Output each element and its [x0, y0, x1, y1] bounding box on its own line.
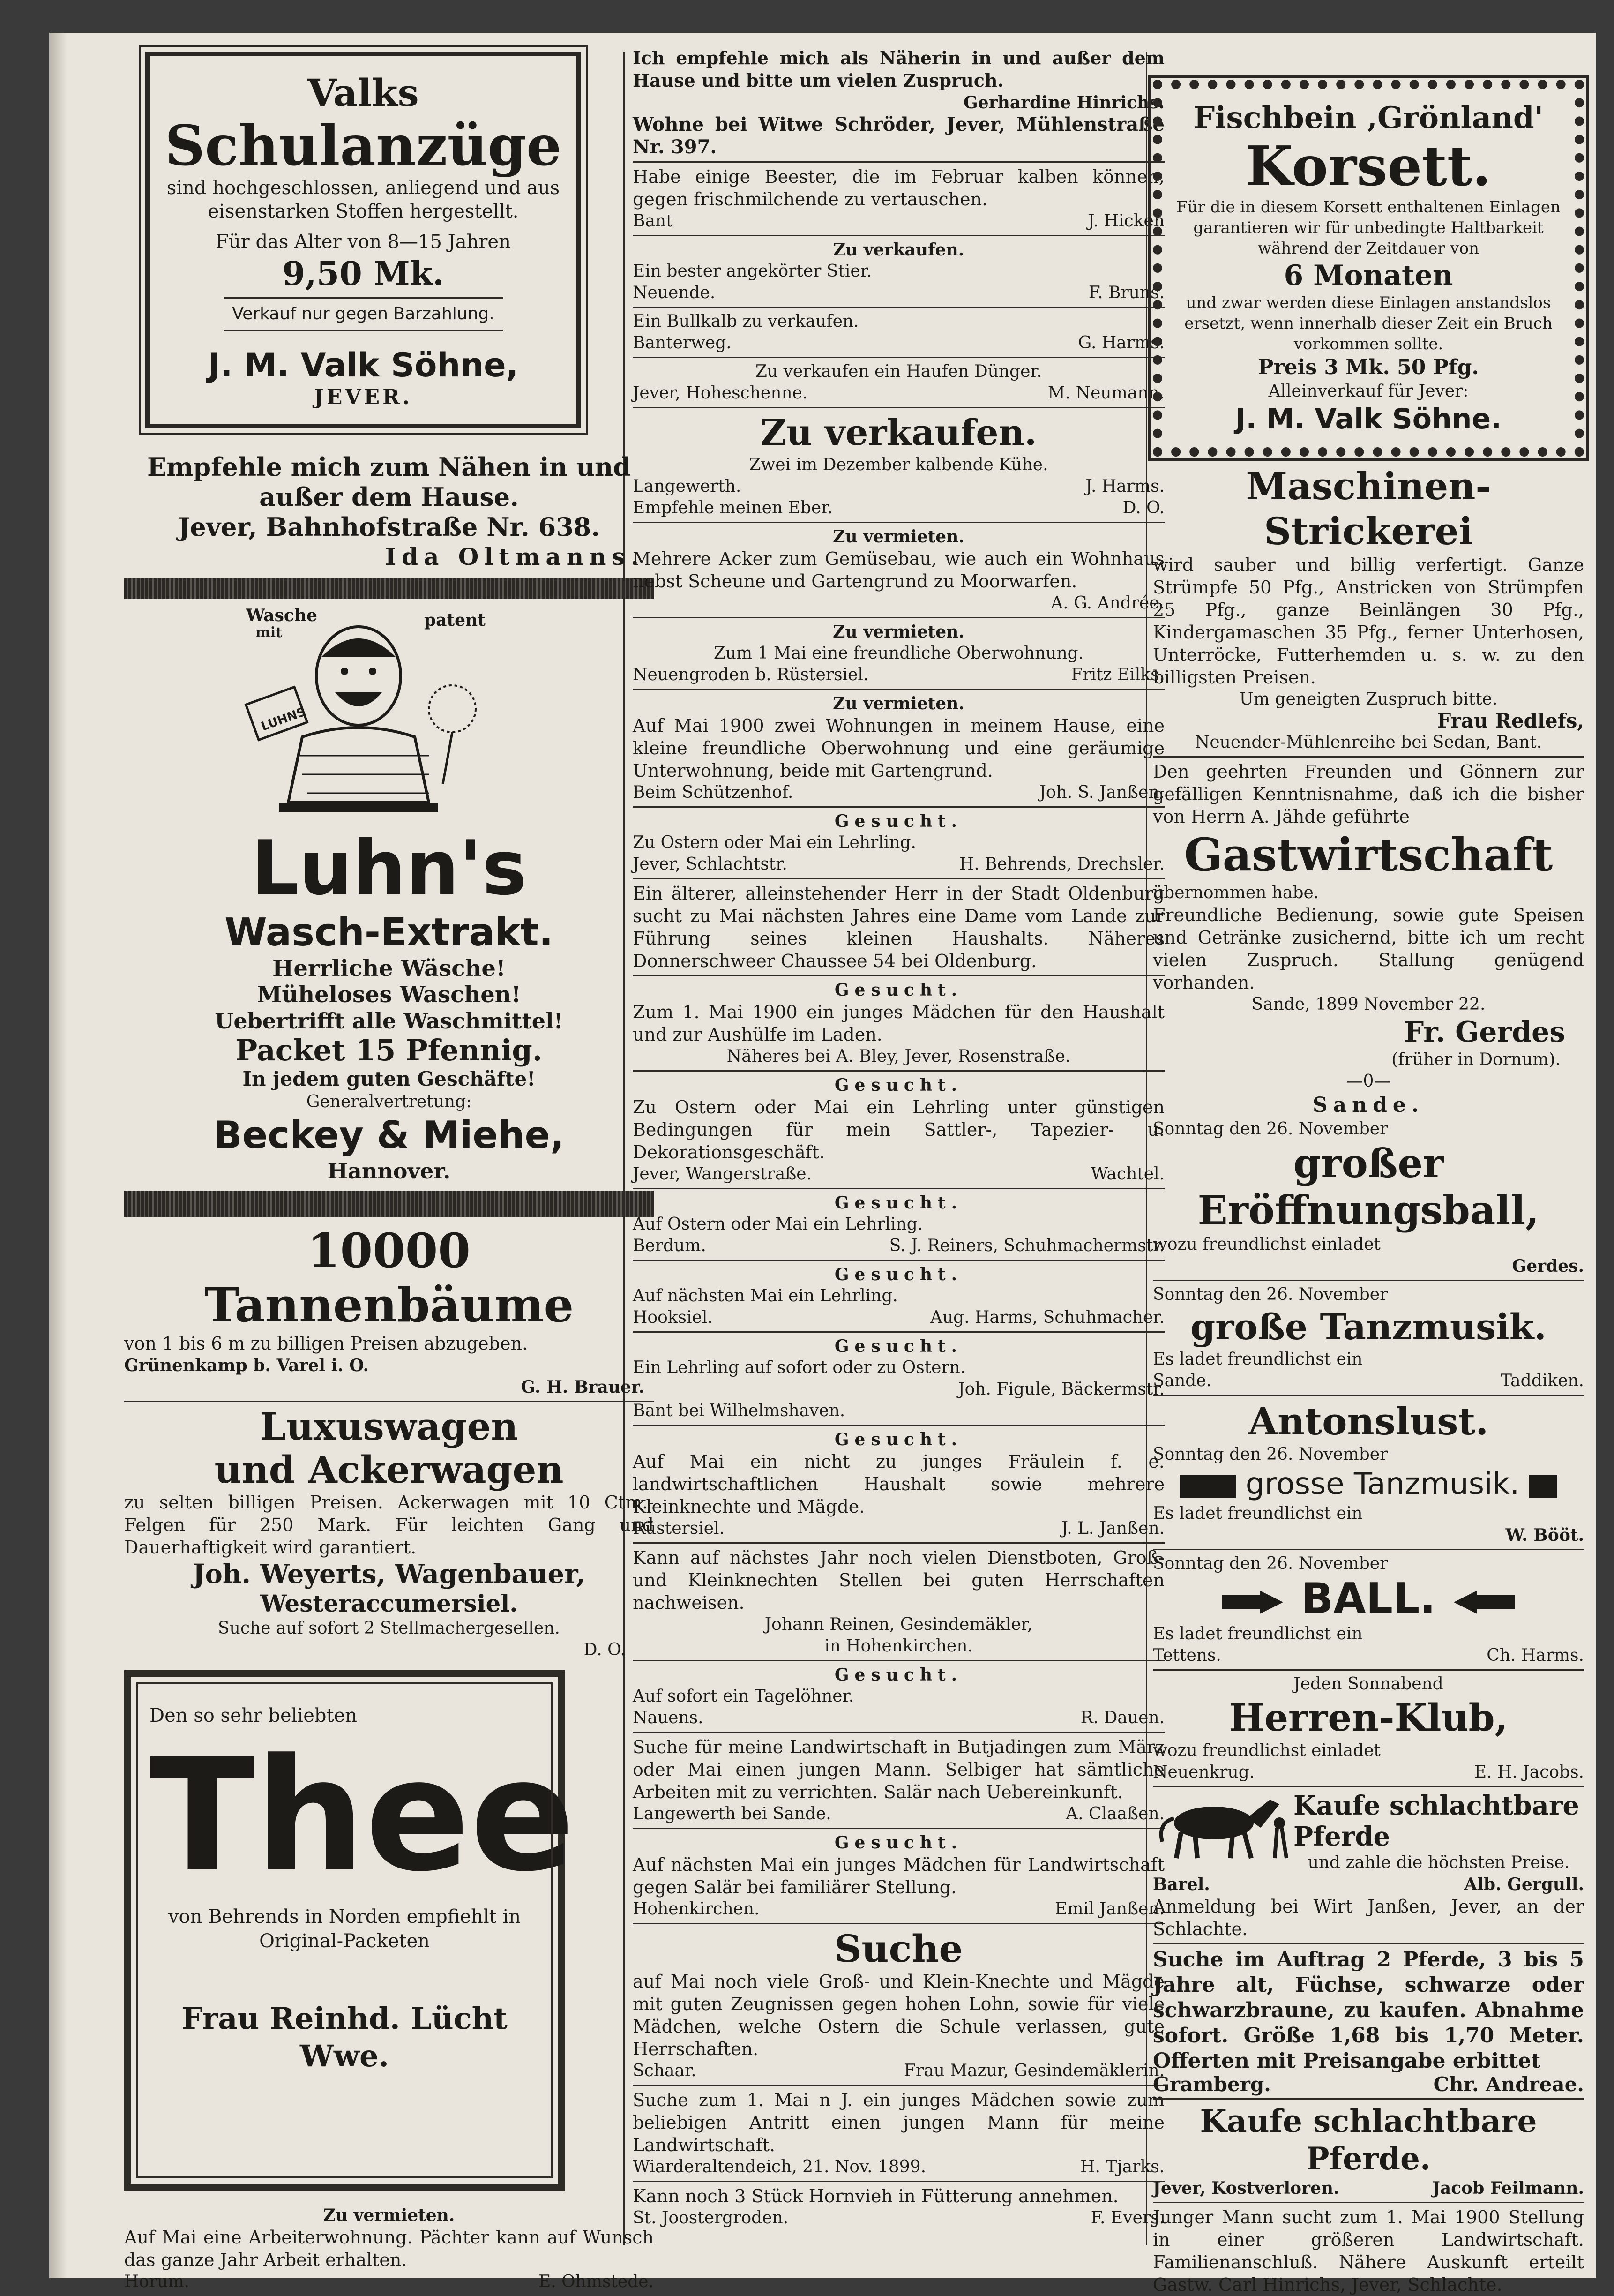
- black-bar-right-icon: [1529, 1475, 1557, 1498]
- ohmstede-head: Zu vermieten.: [323, 2206, 455, 2225]
- wagen-text: zu selten billigen Preisen. Ackerwagen mit 10 Ctm.-Felgen für 250 Mark. Für leichten Gang und Dauerhaftigkeit wird garantiert.: [124, 1492, 654, 1558]
- wachtel-place: Jever, Wangerstraße.: [633, 1164, 812, 1184]
- gast-text2: Freundliche Bedienung, sowie gute Speisen und Getränke zusichernd, bitte ich um recht vielen Zuspruch. Stallung genügend vorhanden.: [1153, 905, 1584, 993]
- ad-pferde-gergull: [1153, 1790, 1584, 1940]
- dame-text: Ein älterer, alleinstehender Herr in der Stadt Oldenburg sucht zu Mai nächsten Jahres eine Dame vom Lande zur Führung seines kleinen Haushalts. Näheres Donnerschweer Chaussee 54 bei Oldenburg.: [633, 883, 1165, 971]
- valk-desc: sind hochgeschlossen, anliegend und aus eisenstarken Stoffen hergestellt.: [166, 177, 560, 222]
- bley-addr: Näheres bei A. Bley, Jever, Rosenstraße.: [726, 1047, 1071, 1066]
- strick-thanks: Um geneigten Zuspruch bitte.: [1239, 690, 1498, 709]
- taddiken-invite: Es ladet freundlichst ein: [1153, 1350, 1363, 1369]
- sande-date: Sonntag den 26. November: [1153, 1119, 1388, 1139]
- ad-junger-mann-hinrichs: [1153, 2206, 1584, 2296]
- bruns-place: Neuende.: [633, 283, 716, 302]
- valk-place: JEVER.: [314, 385, 412, 409]
- aharms-place: Hooksiel.: [633, 1308, 713, 1327]
- ad-figule: [633, 1336, 1165, 1422]
- taddiken-date: Sonntag den 26. November: [1153, 1285, 1388, 1304]
- valk-brand: Valks: [307, 71, 419, 115]
- ad-janssen-wohnungen: [633, 693, 1165, 803]
- ad-luxuswagen: [124, 1405, 654, 1661]
- luhn-line-1: Herrliche Wäsche!: [272, 955, 506, 982]
- emil-place: Hohenkirchen.: [633, 1899, 760, 1919]
- neumann-text: Zu verkaufen ein Haufen Dünger.: [755, 362, 1042, 381]
- reiners-text: Auf Ostern oder Mai ein Lehrling.: [633, 1215, 923, 1234]
- wagen-seek: Suche auf sofort 2 Stellmachergesellen.: [218, 1619, 560, 1638]
- pointing-hand-left-icon: [1449, 1588, 1515, 1616]
- wagen-title-1: Luxuswagen: [260, 1404, 518, 1448]
- dauen-text: Auf sofort ein Tagelöhner.: [633, 1687, 854, 1706]
- figule-text: Ein Lehrling auf sofort oder zu Ostern.: [633, 1358, 966, 1377]
- bruns-text: Ein bester angekörter Stier.: [633, 262, 872, 281]
- pointing-hand-right-icon: [1222, 1588, 1288, 1616]
- wagen-place: Westeraccumersiel.: [260, 1590, 518, 1617]
- sande-head: Sande.: [1312, 1093, 1425, 1117]
- ad-feilmann: [1153, 2102, 1584, 2199]
- klub-place: Neuenkrug.: [1153, 1763, 1255, 1782]
- hinrichs-name: Gerhardine Hinrichs.: [964, 93, 1165, 113]
- andreae-text: Suche im Auftrag 2 Pferde, 3 bis 5 Jahre alt, Füchse, schwarze oder schwarzbraune, zu kaufen. Abnahme sofort. Größe 1,68 bis 1,70 Meter. Offerten mit Preisangabe erbittet: [1153, 1948, 1584, 2073]
- luhn-brand: Luhn's: [251, 824, 527, 912]
- verk-big-head: Zu verkaufen.: [760, 412, 1037, 453]
- klub-name: E. H. Jacobs.: [1474, 1763, 1584, 1782]
- suche-text: auf Mai noch viele Groß- und Klein-Knechte und Mägde mit guten Zeugnissen gegen hohen Lohn, sowie für viele Mädchen, welche Ostern die Schule verlassen, gute Herrschaften.: [633, 1971, 1165, 2059]
- reinen-place: in Hohenkirchen.: [824, 1636, 973, 1656]
- aharms-text: Auf nächsten Mai ein Lehrling.: [633, 1286, 898, 1306]
- luhn-top-left: Wasche: [246, 606, 317, 625]
- ad-oltmanns: [124, 452, 654, 572]
- korsett-sole: Alleinverkauf für Jever:: [1268, 382, 1469, 401]
- janssen2-text: Auf Mai ein nicht zu junges Fräulein f. e. landwirtschaftlichen Haushalt sowie mehrere Kleinknechte und Mägde.: [633, 1451, 1165, 1517]
- ad-bley: [633, 979, 1165, 1067]
- behrends-place: Jever, Schlachtstr.: [633, 855, 787, 874]
- behrends-head: Gesucht.: [834, 811, 963, 831]
- ad-dame-oldenburg: [633, 882, 1165, 972]
- tjarks-text: Suche zum 1. Mai n J. ein junges Mädchen sowie zum beliebigen Antritt einen jungen Mann für meine Landwirtschaft.: [633, 2090, 1165, 2155]
- ad-harms-bullkalb: [633, 311, 1165, 354]
- hicken-text: Habe einige Beester, die im Februar kalben können, gegen frischmilchende zu vertauschen.: [633, 166, 1165, 210]
- tannen-place: Grünenkamp b. Varel i. O.: [124, 1356, 369, 1375]
- ad-evers: [633, 2185, 1165, 2229]
- emil-head: Gesucht.: [834, 1833, 963, 1853]
- pferde2-title: Kaufe schlachtbare Pferde.: [1200, 2103, 1537, 2177]
- andree-text: Mehrere Acker zum Gemüsebau, wie auch ein Wohnhaus nebst Scheune und Gartengrund zu Moorwarfen.: [633, 548, 1165, 592]
- ball-place: Tettens.: [1153, 1646, 1221, 1665]
- laughing-boy-illustration: [232, 615, 494, 817]
- reinen-text: Kann auf nächstes Jahr noch vielen Dienstboten, Groß- und Kleinknechten Stellen bei guten Herrschaften nachweisen.: [633, 1547, 1165, 1613]
- newspaper-page: [49, 33, 1596, 2295]
- strick-title: Maschinen-Strickerei: [1246, 464, 1491, 553]
- andreae-name: Chr. Andreae.: [1433, 2073, 1584, 2096]
- antons-invite: Es ladet freundlichst ein: [1153, 1504, 1363, 1523]
- andree-head: Zu vermieten.: [833, 527, 964, 547]
- antons-date: Sonntag den 26. November: [1153, 1445, 1388, 1464]
- wagen-title-2: und Ackerwagen: [214, 1448, 564, 1492]
- harms1-name: G. Harms.: [1078, 333, 1165, 353]
- luhn-packet-label: LUHNS: [259, 705, 308, 734]
- verk-big-name: J. Harms.: [1085, 477, 1165, 496]
- janssen1-place: Beim Schützenhof.: [633, 783, 793, 802]
- antons-name: W. Bööt.: [1505, 1525, 1584, 1545]
- thee-name: Frau Reinhd. Lücht Wwe.: [181, 2001, 508, 2074]
- hicken-name: J. Hicken: [1088, 211, 1165, 231]
- ad-neumann: [633, 361, 1165, 404]
- tannen-name: G. H. Brauer.: [521, 1377, 644, 1397]
- taddiken-title: große Tanzmusik.: [1190, 1306, 1547, 1348]
- strick-text: wird sauber und billig verfertigt. Ganze Strümpfe 50 Pfg., Anstricken von Strümpfen 25 Pfg., ganze Beinlängen 30 Pfg., Kindergamaschen 35 Pfg., ferner Unterhosen, Unterröcke, Futterhemden u. s. w. zu den billigsten Preisen.: [1153, 555, 1584, 688]
- sande-title: großer Eröffnungsball,: [1197, 1140, 1539, 1233]
- reiners-head: Gesucht.: [834, 1193, 963, 1213]
- ad-strickerei: [1153, 464, 1584, 753]
- janssen1-head: Zu vermieten.: [833, 694, 964, 713]
- gast-name: Fr. Gerdes: [1404, 1016, 1565, 1049]
- tannen-title: 10000 Tannenbäume: [204, 1223, 574, 1333]
- wagen-sig: D. O.: [583, 1640, 626, 1659]
- ad-claassen: [633, 1736, 1165, 1825]
- ad-korsett: [1153, 80, 1584, 457]
- eilks-text: Zum 1 Mai eine freundliche Oberwohnung.: [713, 644, 1084, 663]
- klub-title: Herren-Klub,: [1229, 1696, 1508, 1740]
- evers-name: F. Evers.: [1091, 2208, 1165, 2228]
- luhn-line-5: In jedem guten Geschäfte!: [242, 1067, 536, 1090]
- ad-tettens-ball: [1153, 1553, 1584, 1666]
- ad-luhns: [124, 606, 654, 1184]
- andreae-place: Gramberg.: [1153, 2073, 1271, 2096]
- ad-zu-verkaufen-kuehe: [633, 411, 1165, 519]
- evers-place: St. Joostergroden.: [633, 2208, 789, 2228]
- ad-dauen: [633, 1664, 1165, 1729]
- aharms-head: Gesucht.: [834, 1265, 963, 1284]
- suche-name: Frau Mazur, Gesindemäklerin.: [904, 2061, 1165, 2080]
- reiners-place: Berdum.: [633, 1236, 706, 1255]
- luhn-city: Hannover.: [327, 1158, 451, 1184]
- page-spine: [49, 33, 67, 2278]
- luhn-line-4: Packet 15 Pfennig.: [235, 1033, 543, 1067]
- eilks-head: Zu vermieten.: [833, 622, 964, 642]
- harms1-place: Banterweg.: [633, 333, 732, 353]
- pferde1-note: Anmeldung bei Wirt Janßen, Jever, an der Schlachte.: [1153, 1896, 1584, 1939]
- ball-invite: Es ladet freundlichst ein: [1153, 1624, 1363, 1643]
- verk-big-name2: D. O.: [1122, 498, 1165, 518]
- wagen-firm: Joh. Weyerts, Wagenbauer,: [192, 1559, 586, 1590]
- pferde1-name: Alb. Gergull.: [1464, 1875, 1584, 1894]
- strick-name: Frau Redlefs,: [1437, 709, 1584, 732]
- separator-bar: [124, 1191, 654, 1217]
- korsett-text: Für die in diesem Korsett enthaltenen Einlagen garantieren wir für unbedingte Haltbarkeit während der Zeitdauer von: [1176, 198, 1561, 258]
- suche-head: Suche: [834, 1927, 963, 1971]
- oltmanns-text: Empfehle mich zum Nähen in und außer dem Hause.: [147, 452, 631, 512]
- claassen-place: Langewerth bei Sande.: [633, 1804, 831, 1823]
- ad-sande-ball: [1153, 1092, 1584, 1277]
- wachtel-head: Gesucht.: [834, 1075, 963, 1095]
- ad-suche-mazur: [633, 1927, 1165, 2082]
- bruns-name: F. Bruns.: [1088, 283, 1165, 302]
- andree-name: A. G. Andrée.: [1051, 593, 1165, 613]
- black-bar-left-icon: [1180, 1475, 1236, 1498]
- ad-thee: [124, 1670, 575, 2191]
- korsett-brand: Fischbein ‚Grönland': [1193, 100, 1544, 135]
- eilks-name: Fritz Eilks.: [1071, 665, 1165, 684]
- ad-wachtel: [633, 1074, 1165, 1185]
- ohmstede-name: E. Ohmstede.: [538, 2272, 654, 2291]
- bley-text: Zum 1. Mai 1900 ein junges Mädchen für den Haushalt und zur Aushülfe im Laden.: [633, 1002, 1165, 1045]
- tjarks-place: Wiarderaltendeich, 21. Nov. 1899.: [633, 2157, 927, 2176]
- ohmstede-place: Horum.: [124, 2272, 190, 2291]
- bley-head: Gesucht.: [834, 980, 963, 1000]
- column-2: [633, 47, 1165, 2259]
- korsett-price: Preis 3 Mk. 50 Pfg.: [1258, 355, 1479, 379]
- ad-taddiken: [1153, 1284, 1584, 1392]
- klub-top: Jeden Sonnabend: [1293, 1674, 1443, 1694]
- column-1: [124, 47, 654, 2291]
- antons-title: Antonslust.: [1248, 1399, 1489, 1443]
- ad-behrends: [633, 810, 1165, 875]
- luhn-top-right: patent: [424, 610, 486, 630]
- harms1-text: Ein Bullkalb zu verkaufen.: [633, 312, 859, 331]
- ad-andreae: [1153, 1947, 1584, 2095]
- pferde1-title: Kaufe schlachtbare Pferde: [1293, 1790, 1580, 1852]
- hinrichs-text: Ich empfehle mich als Näherin in und außer dem Hause und bitte um vielen Zuspruch.: [633, 47, 1165, 91]
- luhn-rep: Generalvertretung:: [306, 1092, 472, 1111]
- bruns-head: Zu verkaufen.: [833, 240, 964, 260]
- pferde1-text: und zahle die höchsten Preise.: [1308, 1853, 1570, 1872]
- column-3: [1153, 47, 1584, 2295]
- korsett-months: 6 Monaten: [1284, 259, 1453, 292]
- ad-antonslust: [1153, 1399, 1584, 1546]
- gast-prev: (früher in Dornum).: [1391, 1050, 1561, 1069]
- ad-hicken: [633, 165, 1165, 232]
- ad-gastwirtschaft: [1153, 760, 1584, 1092]
- verk-big-text2: Empfehle meinen Eber.: [633, 498, 833, 518]
- korsett-text2: und zwar werden diese Einlagen anstandslos ersetzt, wenn innerhalb dieser Zeit ein Bruch vorkommen sollte.: [1184, 293, 1553, 353]
- luhn-product: Wasch-Extrakt.: [224, 910, 553, 955]
- janssen1-text: Auf Mai 1900 zwei Wohnungen in meinem Hause, eine kleine freundliche Oberwohnung und eine geräumige Unterwohnung, beide mit Gartengrund.: [633, 715, 1165, 781]
- neumann-place: Jever, Hoheschenne.: [633, 383, 808, 403]
- ad-andree: [633, 526, 1165, 614]
- korsett-title: Korsett.: [1246, 135, 1491, 198]
- oltmanns-name: Ida Oltmanns.: [385, 543, 644, 570]
- valk-cash: Verkauf nur gegen Barzahlung.: [232, 304, 494, 323]
- dauen-head: Gesucht.: [834, 1665, 963, 1685]
- hinrichs-addr: Wohne bei Witwe Schröder, Jever, Mühlenstraße Nr. 397.: [633, 113, 1165, 158]
- antons-title2: grosse Tanzmusik.: [1245, 1467, 1520, 1501]
- figule-place: Bant bei Wilhelmshaven.: [633, 1401, 845, 1420]
- sande-invite: wozu freundlichst einladet: [1153, 1235, 1381, 1254]
- ad-aug-harms: [633, 1264, 1165, 1328]
- emil-name: Emil Janßen.: [1055, 1899, 1165, 1919]
- valk-price: 9,50 Mk.: [282, 254, 444, 293]
- dauen-name: R. Dauen.: [1080, 1708, 1165, 1727]
- pferde1-place: Barel.: [1153, 1875, 1210, 1894]
- ad-herren-klub: [1153, 1673, 1584, 1783]
- klub-invite: wozu freundlichst einladet: [1153, 1741, 1381, 1760]
- ohmstede-text: Auf Mai eine Arbeiterwohnung. Pächter kann auf Wunsch das ganze Jahr Arbeit erhalten.: [124, 2227, 654, 2270]
- horse-illustration: [1153, 1790, 1293, 1861]
- evers-text: Kann noch 3 Stück Hornvieh in Fütterung annehmen.: [633, 2186, 1119, 2206]
- thee-top: Den so sehr beliebten: [149, 1705, 357, 1726]
- luhn-line-2: Müheloses Waschen!: [257, 982, 521, 1008]
- thee-text: von Behrends in Norden empfiehlt in Original-Packeten: [168, 1906, 521, 1952]
- valk-age: Für das Alter von 8—15 Jahren: [216, 231, 511, 253]
- ad-emil-janssen: [633, 1832, 1165, 1920]
- janssen2-head: Gesucht.: [834, 1430, 963, 1449]
- ball-title: BALL.: [1301, 1574, 1436, 1623]
- janssen2-place: Rüstersiel.: [633, 1519, 725, 1538]
- luhn-mit: mit: [255, 624, 282, 641]
- gast-date: Sande, 1899 November 22.: [1251, 995, 1486, 1014]
- eilks-place: Neuengroden b. Rüstersiel.: [633, 665, 869, 684]
- verk-big-place: Langewerth.: [633, 477, 741, 496]
- janssen2-name: J. L. Janßen.: [1061, 1519, 1165, 1538]
- reiners-name: S. J. Reiners, Schuhmachermstr.: [889, 1236, 1165, 1255]
- suche-place: Schaar.: [633, 2061, 696, 2080]
- tjarks-name: H. Tjarks.: [1080, 2157, 1165, 2176]
- ad-vermieten-ohmstede: [124, 2205, 654, 2293]
- gast-sep: —0—: [1346, 1072, 1391, 1091]
- gast-taken: übernommen habe.: [1153, 883, 1319, 902]
- luhn-firm: Beckey & Miehe,: [213, 1113, 565, 1157]
- wachtel-text: Zu Ostern oder Mai ein Lehrling unter günstigen Bedingungen für mein Sattler-, Tapezier- u. Dekorationsgeschäft.: [633, 1097, 1165, 1163]
- ad-tannenbaeume: [124, 1223, 654, 1398]
- ad-reiners: [633, 1192, 1165, 1257]
- ad-bruns: [633, 239, 1165, 304]
- valk-title: Schulanzüge: [164, 113, 562, 178]
- claassen-text: Suche für meine Landwirtschaft in Butjadingen zum März oder Mai einen jungen Mann. Selbiger hat sämtliche Arbeiten mit zu verrichten. Salär nach Uebereinkunft.: [633, 1737, 1165, 1802]
- strick-addr: Neuender-Mühlenreihe bei Sedan, Bant.: [1195, 733, 1542, 752]
- ball-name: Ch. Harms.: [1487, 1646, 1584, 1665]
- separator-bar: [124, 578, 654, 599]
- tannen-text: von 1 bis 6 m zu billigen Preisen abzugeben.: [124, 1333, 528, 1354]
- ad-hinrichs-naeherin: [633, 47, 1165, 158]
- wachtel-name: Wachtel.: [1091, 1164, 1165, 1184]
- hicken-place: Bant: [633, 211, 673, 231]
- figule-name: Joh. Figule, Bäckermstr.: [958, 1380, 1165, 1399]
- janssen1-name: Joh. S. Janßen.: [1039, 783, 1165, 802]
- behrends-text: Zu Ostern oder Mai ein Lehrling.: [633, 833, 916, 852]
- ball-date: Sonntag den 26. November: [1153, 1554, 1388, 1573]
- oltmanns-addr: Jever, Bahnhofstraße Nr. 638.: [178, 512, 600, 542]
- taddiken-place: Sande.: [1153, 1371, 1212, 1390]
- figule-head: Gesucht.: [834, 1336, 963, 1356]
- verk-big-text: Zwei im Dezember kalbende Kühe.: [749, 455, 1048, 474]
- ad-reinen: [633, 1546, 1165, 1657]
- valk-firm: J. M. Valk Söhne,: [208, 346, 519, 384]
- thee-word: Thee: [149, 1726, 575, 1906]
- ad-janssen-fraeulein: [633, 1429, 1165, 1539]
- claassen-name: A. Claaßen.: [1066, 1804, 1165, 1823]
- aharms-name: Aug. Harms, Schuhmacher.: [930, 1308, 1165, 1327]
- gast-text: Den geehrten Freunden und Gönnern zur gefälligen Kenntnisnahme, daß ich die bisher von Herrn A. Jähde geführte: [1153, 761, 1584, 827]
- hinrichs2-text: Junger Mann sucht zum 1. Mai 1900 Stellung in einer größeren Landwirtschaft. Familienanschluß. Nähere Auskunft erteilt Gastw. Carl Hinrichs, Jever, Schlachte.: [1153, 2207, 1584, 2295]
- neumann-name: M. Neumann.: [1047, 383, 1165, 403]
- dauen-place: Nauens.: [633, 1708, 703, 1727]
- ad-eilks: [633, 621, 1165, 686]
- taddiken-name: Taddiken.: [1500, 1371, 1584, 1390]
- ad-tjarks: [633, 2089, 1165, 2178]
- sande-name: Gerdes.: [1512, 1256, 1584, 1276]
- korsett-firm: J. M. Valk Söhne.: [1235, 403, 1502, 435]
- pferde2-name: Jacob Feilmann.: [1432, 2178, 1584, 2198]
- behrends-name: H. Behrends, Drechsler.: [959, 855, 1165, 874]
- reinen-name: Johann Reinen, Gesindemäkler,: [764, 1615, 1033, 1634]
- emil-text: Auf nächsten Mai ein junges Mädchen für Landwirtschaft gegen Salär bei familiärer Stellung.: [633, 1854, 1165, 1898]
- pferde2-place: Jever, Kostverloren.: [1153, 2178, 1339, 2198]
- gast-title: Gastwirtschaft: [1184, 828, 1553, 881]
- ad-valk-schulanzuege: [145, 52, 581, 428]
- luhn-line-3: Uebertrifft alle Waschmittel!: [215, 1008, 563, 1034]
